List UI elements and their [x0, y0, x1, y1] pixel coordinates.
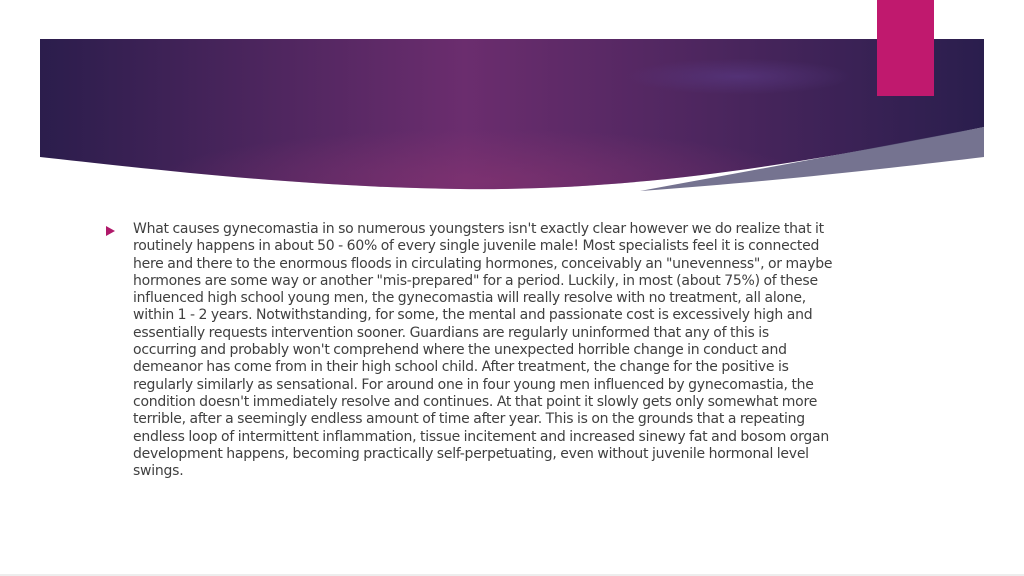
triangle-bullet-icon [106, 226, 115, 236]
title-banner [40, 39, 984, 191]
accent-tab [877, 0, 934, 96]
body-paragraph: What causes gynecomastia in so numerous youngsters isn't exactly clear however we do realize that it routinely happens in about 50 - 60% of every single juvenile male! Most specialists feel it is connected here and there to the enormous floods in circulating hormones, conceivably an "unevenness", or maybe hormones are some way or another "mis-prepared" for a period. Luckily, in most (about 75%) of these influenced high school young men, the gynecomastia will really resolve with no treatment, all alone, within 1 - 2 years. Notwithstanding, for some, the mental and passionate cost is excessively high and essentially requests intervention sooner. Guardians are regularly uninformed that any of this is occurring and probably won't comprehend where the unexpected horrible change in conduct and demeanor has come from in their high school child. After treatment, the change for the positive is regularly similarly as sensational. For around one in four young men influenced by gynecomastia, the condition doesn't immediately resolve and continues. At that point it slowly gets only somewhat more terrible, after a seemingly endless amount of time after year. This is on the grounds that a repeating endless loop of intermittent inflammation, tissue incitement and increased sinewy fat and bosom organ development happens, becoming practically self-perpetuating, even without juvenile hormonal level swings. [133, 221, 833, 480]
banner-graphic [40, 39, 984, 191]
